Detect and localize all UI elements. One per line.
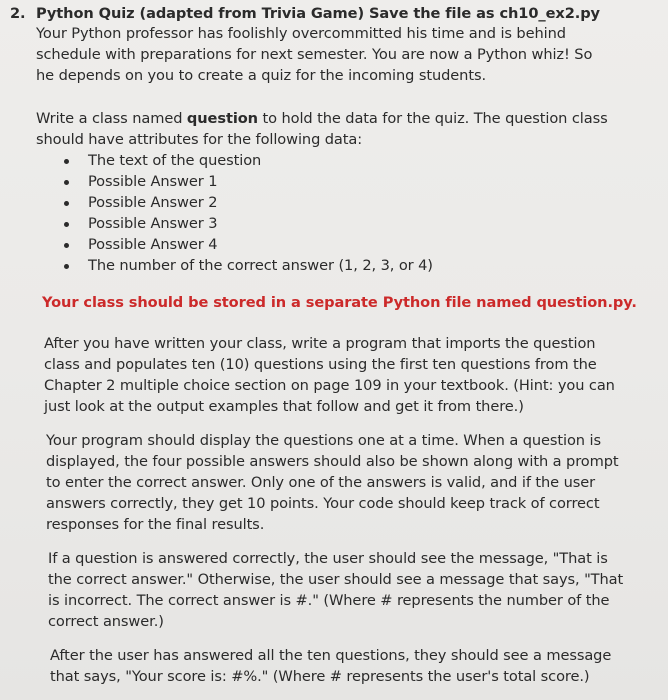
feedback-instructions-line: If a question is answered correctly, the user should see the message, "That is bbox=[48, 550, 608, 567]
program-instructions-line: Chapter 2 multiple choice section on page 109 in your textbook. (Hint: you can bbox=[44, 377, 615, 394]
class-name-emphasis: question bbox=[186, 110, 258, 127]
class-description-text: to hold the data for the quiz. The question class bbox=[257, 110, 608, 127]
bullet-dot-icon bbox=[64, 201, 69, 206]
class-description-line: should have attributes for the following data: bbox=[36, 131, 363, 148]
intro-line: Your Python professor has foolishly overcommitted his time and is behind bbox=[36, 25, 566, 42]
separate-file-note: Your class should be stored in a separate Python file named question.py. bbox=[42, 294, 637, 311]
attribute-list-item: Possible Answer 4 bbox=[88, 236, 218, 253]
bullet-dot-icon bbox=[64, 243, 69, 248]
intro-line: schedule with preparations for next semester. You are now a Python whiz! So bbox=[36, 46, 593, 63]
score-instructions-line: After the user has answered all the ten questions, they should see a message bbox=[50, 647, 612, 664]
feedback-instructions-line: is incorrect. The correct answer is #." (Where # represents the number of the bbox=[48, 592, 610, 609]
attribute-list-item: Possible Answer 2 bbox=[88, 194, 218, 211]
class-description-text: Write a class named bbox=[36, 110, 187, 127]
question-number: 2. bbox=[10, 5, 26, 22]
program-instructions-line: just look at the output examples that follow and get it from there.) bbox=[44, 398, 524, 415]
display-instructions-line: responses for the final results. bbox=[46, 516, 265, 533]
attribute-list-item: The text of the question bbox=[88, 152, 262, 169]
display-instructions-line: Your program should display the questions one at a time. When a question is bbox=[46, 432, 601, 449]
attribute-list-item: The number of the correct answer (1, 2, 3, or 4) bbox=[88, 257, 433, 274]
bullet-dot-icon bbox=[64, 264, 69, 269]
attribute-list-item: Possible Answer 3 bbox=[88, 215, 218, 232]
class-description-line bbox=[36, 109, 608, 129]
bullet-dot-icon bbox=[64, 222, 69, 227]
score-instructions-line: that says, "Your score is: #%." (Where # represents the user's total score.) bbox=[50, 668, 590, 685]
feedback-instructions-line: the correct answer." Otherwise, the user should see a message that says, "That bbox=[48, 571, 624, 588]
bullet-dot-icon bbox=[64, 180, 69, 185]
bullet-dot-icon bbox=[64, 159, 69, 164]
intro-line: he depends on you to create a quiz for the incoming students. bbox=[36, 67, 486, 84]
display-instructions-line: answers correctly, they get 10 points. Your code should keep track of correct bbox=[46, 495, 600, 512]
attribute-list-item: Possible Answer 1 bbox=[88, 173, 218, 190]
program-instructions-line: class and populates ten (10) questions using the first ten questions from the bbox=[44, 356, 597, 373]
display-instructions-line: displayed, the four possible answers should also be shown along with a prompt bbox=[46, 453, 619, 470]
question-heading: Python Quiz (adapted from Trivia Game) Save the file as ch10_ex2.py bbox=[36, 5, 600, 22]
program-instructions-line: After you have written your class, write a program that imports the question bbox=[44, 335, 596, 352]
display-instructions-line: to enter the correct answer. Only one of the answers is valid, and if the user bbox=[46, 474, 596, 491]
feedback-instructions-line: correct answer.) bbox=[48, 613, 164, 630]
